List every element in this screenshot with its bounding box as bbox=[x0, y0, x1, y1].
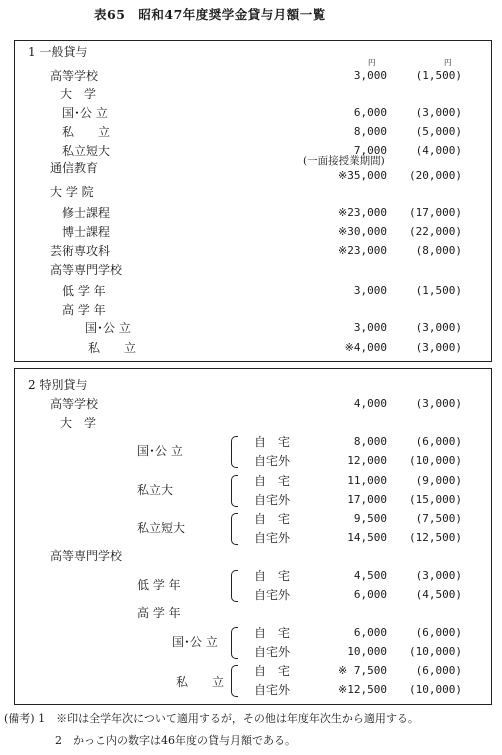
residence-type: 自宅外 bbox=[254, 531, 291, 545]
residence-type: 自 宅 bbox=[254, 569, 291, 583]
row-label: 芸術専攻科 bbox=[50, 244, 111, 258]
group-label: 国･公 立 bbox=[172, 635, 218, 649]
prev-value: (1,500) bbox=[415, 284, 462, 297]
amount-value: 17,000 bbox=[347, 493, 387, 506]
amount-value: 9,500 bbox=[353, 512, 387, 525]
group-label: 私 立 bbox=[176, 675, 225, 689]
footnote-2: 2 かっこ内の数字は46年度の貸与月額である。 bbox=[55, 734, 296, 747]
prev-value: (3,000) bbox=[415, 397, 462, 410]
row-label: 私立短大 bbox=[62, 144, 111, 158]
brace bbox=[231, 436, 238, 468]
prev-value: (20,000) bbox=[409, 169, 462, 182]
amount-value: 4,000 bbox=[353, 397, 387, 410]
row-label: 大 学 bbox=[60, 87, 97, 101]
prev-value: (9,000) bbox=[415, 474, 462, 487]
amount-value: 10,000 bbox=[347, 645, 387, 658]
row-label: 私 立 bbox=[88, 341, 137, 355]
row-label: 大 学 bbox=[60, 416, 97, 430]
prev-value: (10,000) bbox=[409, 454, 462, 467]
prev-value: (10,000) bbox=[409, 645, 462, 658]
unit-label-prev: 円 bbox=[444, 58, 452, 67]
row-note: (一面接授業期間) bbox=[303, 155, 385, 167]
amount-value: 8,000 bbox=[353, 125, 387, 138]
residence-type: 自 宅 bbox=[254, 626, 291, 640]
residence-type: 自宅外 bbox=[254, 588, 291, 602]
row-label: 私 立 bbox=[62, 125, 111, 139]
prev-value: (8,000) bbox=[415, 244, 462, 257]
row-label: 高等学校 bbox=[50, 69, 99, 83]
amount-value: ※4,000 bbox=[344, 341, 387, 354]
row-label: 高等専門学校 bbox=[50, 549, 123, 563]
row-label: 高等学校 bbox=[50, 397, 99, 411]
row-label: 大 学 院 bbox=[50, 185, 94, 199]
row-label: 国･公 立 bbox=[62, 106, 108, 120]
amount-value: 4,500 bbox=[353, 569, 387, 582]
residence-type: 自宅外 bbox=[254, 454, 291, 468]
amount-value: ※12,500 bbox=[338, 683, 387, 696]
prev-value: (6,000) bbox=[415, 626, 462, 639]
amount-value: 14,500 bbox=[347, 531, 387, 544]
section2-heading: 2 特別貸与 bbox=[28, 378, 88, 392]
amount-value: 6,000 bbox=[353, 626, 387, 639]
row-label: 国･公 立 bbox=[85, 321, 131, 335]
amount-value: 7,000 bbox=[353, 144, 387, 157]
prev-value: (17,000) bbox=[409, 206, 462, 219]
amount-value: 3,000 bbox=[353, 284, 387, 297]
residence-type: 自宅外 bbox=[254, 645, 291, 659]
group-label: 私立大 bbox=[137, 483, 174, 497]
row-label: 通信教育 bbox=[50, 161, 99, 175]
residence-type: 自 宅 bbox=[254, 474, 291, 488]
prev-value: (5,000) bbox=[415, 125, 462, 138]
prev-value: (3,000) bbox=[415, 341, 462, 354]
prev-value: (12,500) bbox=[409, 531, 462, 544]
row-label: 博士課程 bbox=[62, 225, 111, 239]
prev-value: (22,000) bbox=[409, 225, 462, 238]
prev-value: (3,000) bbox=[415, 569, 462, 582]
residence-type: 自 宅 bbox=[254, 512, 291, 526]
unit-label-amount: 円 bbox=[368, 58, 376, 67]
amount-value: 12,000 bbox=[347, 454, 387, 467]
group-label: 私立短大 bbox=[137, 521, 186, 535]
prev-value: (3,000) bbox=[415, 321, 462, 334]
prev-value: (4,500) bbox=[415, 588, 462, 601]
residence-type: 自宅外 bbox=[254, 683, 291, 697]
table-title: 表65 昭和47年度奨学金貸与月額一覧 bbox=[94, 7, 326, 22]
amount-value: 3,000 bbox=[353, 69, 387, 82]
row-label: 高等専門学校 bbox=[50, 263, 123, 277]
amount-value: ※ 7,500 bbox=[338, 664, 387, 677]
footnote-1: (備考) 1 ※印は全学年次について適用するが，その他は年度年次生から適用する。 bbox=[4, 712, 419, 725]
row-label: 高 学 年 bbox=[137, 606, 181, 620]
group-label: 国･公 立 bbox=[137, 444, 183, 458]
amount-value: ※30,000 bbox=[338, 225, 387, 238]
brace bbox=[231, 665, 238, 697]
amount-value: 6,000 bbox=[353, 106, 387, 119]
row-label: 修士課程 bbox=[62, 206, 111, 220]
residence-type: 自 宅 bbox=[254, 664, 291, 678]
residence-type: 自 宅 bbox=[254, 435, 291, 449]
amount-value: 8,000 bbox=[353, 435, 387, 448]
amount-value: ※23,000 bbox=[338, 206, 387, 219]
residence-type: 自宅外 bbox=[254, 493, 291, 507]
amount-value: 3,000 bbox=[353, 321, 387, 334]
prev-value: (1,500) bbox=[415, 69, 462, 82]
brace bbox=[231, 627, 238, 659]
prev-value: (15,000) bbox=[409, 493, 462, 506]
prev-value: (7,500) bbox=[415, 512, 462, 525]
amount-value: ※35,000 bbox=[338, 169, 387, 182]
prev-value: (6,000) bbox=[415, 435, 462, 448]
amount-value: 11,000 bbox=[347, 474, 387, 487]
prev-value: (6,000) bbox=[415, 664, 462, 677]
amount-value: ※23,000 bbox=[338, 244, 387, 257]
prev-value: (4,000) bbox=[415, 144, 462, 157]
amount-value: 6,000 bbox=[353, 588, 387, 601]
brace bbox=[231, 475, 238, 507]
brace bbox=[231, 513, 238, 545]
row-label: 高 学 年 bbox=[62, 303, 106, 317]
prev-value: (10,000) bbox=[409, 683, 462, 696]
section1-heading: 1 一般貸与 bbox=[28, 45, 88, 59]
prev-value: (3,000) bbox=[415, 106, 462, 119]
row-label: 低 学 年 bbox=[62, 284, 106, 298]
brace bbox=[231, 570, 238, 602]
group-label: 低 学 年 bbox=[137, 578, 181, 592]
